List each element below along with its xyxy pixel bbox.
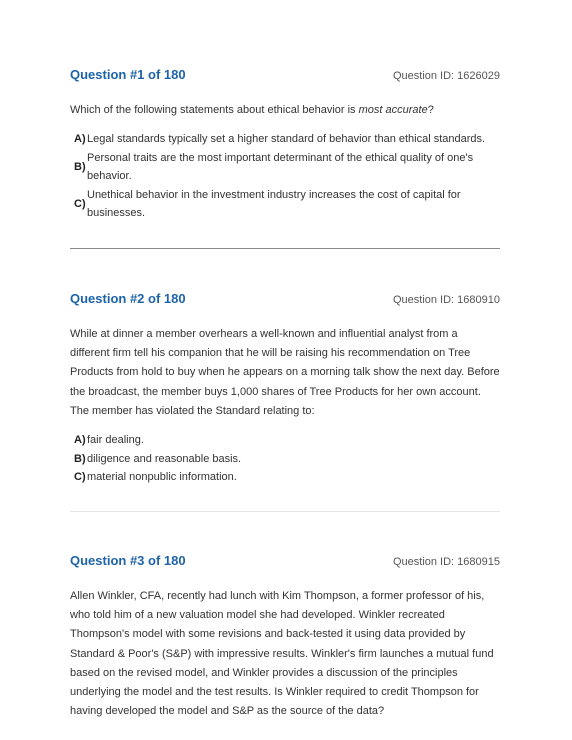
question-header: [70, 553, 500, 573]
question-stem: While at dinner a member overhears a well-known and influential analyst from a different firm tell his companion that he will be raising his recommendation on Tree Products from hold to buy when he appears on a morning talk show the next day. Before the broadcast, the member buys 1,000 shares of Tree Products for her own account. The member has violated the Standard relating to:: [70, 328, 500, 417]
question-id: Question ID: 1680910: [392, 294, 500, 306]
stem-emphasis: most accurate: [358, 104, 428, 116]
answer-list: [70, 130, 500, 223]
stem-text: Which of the following statements about ethical behavior is: [70, 104, 359, 116]
answer-text: Personal traits are the most important determinant of the ethical quality of one's behavior.: [87, 151, 474, 183]
answer-letter: B): [74, 160, 86, 173]
answer-letter: C): [74, 197, 86, 210]
divider: [70, 511, 500, 512]
answer-option-c[interactable]: [74, 468, 500, 487]
question-id: Question ID: 1626029: [392, 70, 500, 82]
answer-letter: C): [74, 471, 86, 484]
answer-text: material nonpublic information.: [87, 471, 237, 484]
answer-option-c[interactable]: [74, 186, 500, 223]
answer-text: fair dealing.: [87, 434, 144, 447]
answer-letter: A): [74, 434, 86, 447]
question-3: [70, 553, 500, 721]
answer-option-b[interactable]: [74, 450, 500, 469]
question-1: [70, 67, 500, 223]
question-title: Question #3 of 180: [70, 553, 186, 568]
answer-list: [70, 431, 500, 487]
question-stem: Allen Winkler, CFA, recently had lunch with Kim Thompson, a former professor of his, who told him of a new valuation model she had developed. Winkler recreated Thompson's model with some revisions and back-tested it using data provided by Standard & Poor's (S&P) with impressive results. Winkler's firm launches a mutual fund based on the revised model, and Winkler provides a discussion of the principles underlying the model and the test results. Is Winkler required to credit Thompson for having developed the model and S&P as the source of the data?: [70, 590, 494, 718]
question-2: [70, 291, 500, 487]
answer-letter: B): [74, 452, 86, 465]
question-title: Question #2 of 180: [70, 291, 186, 306]
answer-text: Unethical behavior in the investment industry increases the cost of capital for businesses.: [87, 188, 461, 220]
answer-option-a[interactable]: [74, 130, 500, 149]
answer-option-b[interactable]: [74, 149, 500, 186]
stem-text-end: ?: [427, 104, 434, 116]
question-title: Question #1 of 180: [70, 67, 186, 82]
question-id: Question ID: 1680915: [392, 556, 500, 568]
answer-text: diligence and reasonable basis.: [87, 452, 242, 465]
answer-letter: A): [74, 133, 86, 146]
question-header: [70, 67, 500, 87]
answer-text: Legal standards typically set a higher standard of behavior than ethical standards.: [87, 133, 486, 146]
answer-option-a[interactable]: [74, 431, 500, 450]
question-header: [70, 291, 500, 311]
divider: [70, 248, 500, 249]
question-stem: [70, 101, 500, 120]
